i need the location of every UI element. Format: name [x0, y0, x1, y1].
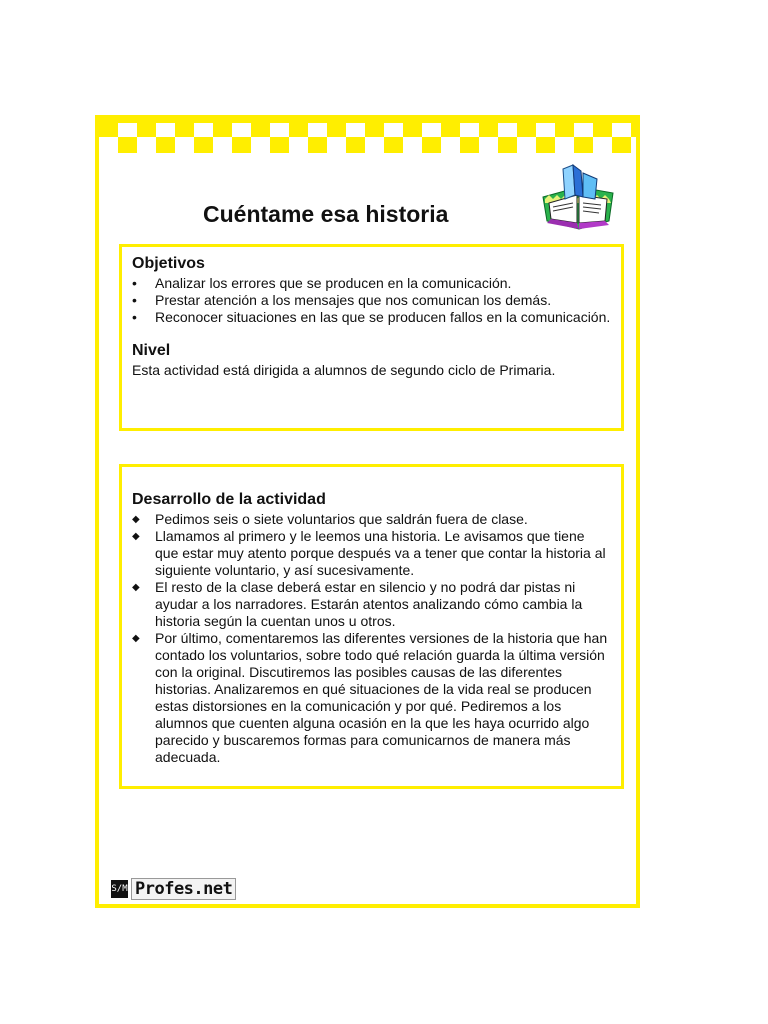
list-item: ◆ Pedimos seis o siete voluntarios que saldrán fuera de clase. — [132, 511, 611, 528]
nivel-heading: Nivel — [132, 342, 171, 359]
objetivos-heading: Objetivos — [132, 255, 205, 272]
list-item: • Prestar atención a los mensajes que nos comunican los demás. — [132, 292, 611, 309]
desarrollo-list — [132, 511, 611, 766]
page-title: Cuéntame esa historia — [203, 201, 449, 227]
nivel-text: Esta actividad está dirigida a alumnos de segundo ciclo de Primaria. — [132, 362, 556, 378]
objetivos-list — [132, 275, 611, 326]
objetivos-nivel-box — [119, 244, 624, 431]
desarrollo-heading: Desarrollo de la actividad — [132, 491, 326, 508]
activity-card — [95, 115, 640, 908]
list-item: • Analizar los errores que se producen en la comunicación. — [132, 275, 611, 292]
logo-text: Profes.net — [131, 878, 236, 900]
logo-mark: S/M — [111, 880, 128, 898]
list-item: ◆ El resto de la clase deberá estar en silencio y no podrá dar pistas ni ayudar a los narradores. Estarán atentos analizando cómo cambia la historia según la cuentan unos u otros. — [132, 579, 611, 630]
checkered-border — [99, 119, 636, 159]
desarrollo-box — [119, 464, 624, 789]
open-book-icon — [539, 163, 617, 235]
list-item: • Reconocer situaciones en las que se producen fallos en la comunicación. — [132, 309, 611, 326]
list-item: ◆ Llamamos al primero y le leemos una historia. Le avisamos que tiene que estar muy atento porque después va a tener que contar la historia al siguiente voluntario, y así sucesivamente. — [132, 528, 611, 579]
list-item: ◆ Por último, comentaremos las diferentes versiones de la historia que han contado los voluntarios, sobre todo qué relación guarda la última versión con la original. Discutiremos las posibles causas de las diferentes historias. Analizaremos en qué situaciones de la vida real se producen estas distorsiones en la comunicación y por qué. Pediremos a los alumnos que cuenten alguna ocasión en la que les haya ocurrido algo parecido y buscaremos formas para comunicarnos de manera más adecuada. — [132, 630, 611, 766]
profes-net-logo — [111, 877, 236, 901]
